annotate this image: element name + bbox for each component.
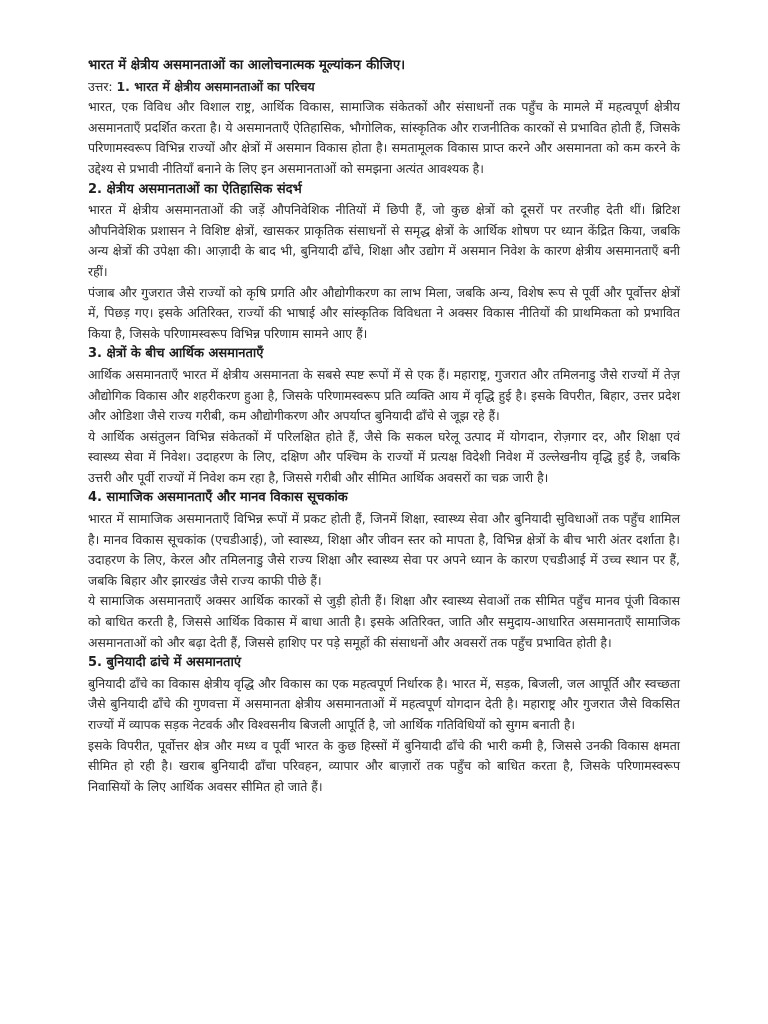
answer-heading-line xyxy=(88,77,680,98)
section-heading-3: 3. क्षेत्रों के बीच आर्थिक असमानताएँ xyxy=(88,346,264,362)
answer-prefix: उत्तर: xyxy=(88,78,117,94)
section-4-paragraph-1: भारत में सामाजिक असमानताएँ विभिन्न रूपों में प्रकट होती हैं, जिनमें शिक्षा, स्वास्थ्य सेवा और बुनियादी सुविधाओं तक पहुँच शामिल है। मानव विकास सूचकांक (एचडीआई), जो स्वास्थ्य, शिक्षा और जीवन स्तर को मापता है, विभिन्न क्षेत्रों के बीच भारी अंतर दर्शाता है। उदाहरण के लिए, केरल और तमिलनाडु जैसे राज्य शिक्षा और स्वास्थ्य सेवा पर अपने ध्यान के कारण एचडीआई में उच्च स्थान पर हैं, जबकि बिहार और झारखंड जैसे राज्य काफी पीछे हैं। xyxy=(88,511,680,588)
question-title: भारत में क्षेत्रीय असमानताओं का आलोचनात्मक मूल्यांकन कीजिए। xyxy=(88,58,406,73)
section-heading-2: 2. क्षेत्रीय असमानताओं का ऐतिहासिक संदर्भ xyxy=(88,181,302,197)
section-heading-5: 5. बुनियादी ढांचे में असमानताएं xyxy=(88,655,242,671)
section-2-paragraph-2: पंजाब और गुजरात जैसे राज्यों को कृषि प्रगति और औद्योगीकरण का लाभ मिला, जबकि अन्य, विशेष रूप से पूर्वी और पूर्वोत्तर क्षेत्रों में, पिछड़ गए। इसके अतिरिक्त, राज्यों की भाषाई और सांस्कृतिक विविधता ने अक्सर विकास नीतियों की प्राथमिकता को प्रभावित किया है, जिसके परिणामस्वरूप विभिन्न परिणाम सामने आए हैं। xyxy=(88,284,680,341)
section-3-paragraph-2: ये आर्थिक असंतुलन विभिन्न संकेतकों में परिलक्षित होते हैं, जैसे कि सकल घरेलू उत्पाद में योगदान, रोज़गार दर, और शिक्षा एवं स्वास्थ्य सेवा में निवेश। उदाहरण के लिए, दक्षिण और पश्चिम के राज्यों में प्रत्यक्ष विदेशी निवेश में उल्लेखनीय वृद्धि हुई है, जबकि उत्तरी और पूर्वी राज्यों में निवेश कम रहा है, जिससे गरीबी और सीमित आर्थिक अवसरों का चक्र जारी है। xyxy=(88,428,680,485)
section-heading-4: 4. सामाजिक असमानताएँ और मानव विकास सूचकांक xyxy=(88,490,348,506)
section-5-paragraph-2: इसके विपरीत, पूर्वोत्तर क्षेत्र और मध्य व पूर्वी भारत के कुछ हिस्सों में बुनियादी ढाँचे की भारी कमी है, जिससे उनकी विकास क्षमता सीमित हो रही है। खराब बुनियादी ढाँचा परिवहन, व्यापार और बाज़ारों तक पहुँच को बाधित करता है, जिसके परिणामस्वरूप निवासियों के लिए आर्थिक अवसर सीमित हो जाते हैं। xyxy=(88,737,680,794)
section-1-paragraph-1: भारत, एक विविध और विशाल राष्ट्र, आर्थिक विकास, सामाजिक संकेतकों और संसाधनों तक पहुँच के मामले में महत्वपूर्ण क्षेत्रीय असमानताएँ प्रदर्शित करता है। ये असमानताएँ ऐतिहासिक, भौगोलिक, सांस्कृतिक और राजनीतिक कारकों से प्रभावित होती हैं, जिसके परिणामस्वरूप विभिन्न राज्यों और क्षेत्रों में असमान विकास होता है। समतामूलक विकास प्राप्त करने और असमानता को कम करने के उद्देश्य से प्रभावी नीतियाँ बनाने के लिए इन असमानताओं को समझना अत्यंत आवश्यक है। xyxy=(88,99,680,176)
section-heading-1: 1. भारत में क्षेत्रीय असमानताओं का परिचय xyxy=(116,78,315,94)
section-5-paragraph-1: बुनियादी ढाँचे का विकास क्षेत्रीय वृद्धि और विकास का एक महत्वपूर्ण निर्धारक है। भारत में, सड़क, बिजली, जल आपूर्ति और स्वच्छता जैसे बुनियादी ढाँचे की गुणवत्ता में असमानता क्षेत्रीय असमानताओं में महत्वपूर्ण योगदान देती है। महाराष्ट्र और गुजरात जैसे विकसित राज्यों में व्यापक सड़क नेटवर्क और विश्वसनीय बिजली आपूर्ति है, जो आर्थिक गतिविधियों को सुगम बनाती है। xyxy=(88,675,680,732)
section-2-paragraph-1: भारत में क्षेत्रीय असमानताओं की जड़ें औपनिवेशिक नीतियों में छिपी हैं, जो कुछ क्षेत्रों को दूसरों पर तरजीह देती थीं। ब्रिटिश औपनिवेशिक प्रशासन ने विशिष्ट क्षेत्रों, खासकर प्राकृतिक संसाधनों से समृद्ध क्षेत्रों के आर्थिक शोषण पर ध्यान केंद्रित किया, जबकि अन्य क्षेत्रों की उपेक्षा की। आज़ादी के बाद भी, बुनियादी ढाँचे, शिक्षा और उद्योग में असमान निवेश के कारण क्षेत्रीय असमानताएँ बनी रहीं। xyxy=(88,202,680,279)
section-3-paragraph-1: आर्थिक असमानताएँ भारत में क्षेत्रीय असमानता के सबसे स्पष्ट रूपों में से एक हैं। महाराष्ट्र, गुजरात और तमिलनाडु जैसे राज्यों में तेज़ औद्योगिक विकास और शहरीकरण हुआ है, जिसके परिणामस्वरूप प्रति व्यक्ति आय में वृद्धि हुई है। इसके विपरीत, बिहार, उत्तर प्रदेश और ओडिशा जैसे राज्य गरीबी, कम औद्योगीकरण और अपर्याप्त बुनियादी ढाँचे से जूझ रहे हैं। xyxy=(88,366,680,424)
section-4-paragraph-2: ये सामाजिक असमानताएँ अक्सर आर्थिक कारकों से जुड़ी होती हैं। शिक्षा और स्वास्थ्य सेवाओं तक सीमित पहुँच मानव पूंजी विकास को बाधित करती है, जिससे आर्थिक विकास में बाधा आती है। इसके अतिरिक्त, जाति और समुदाय-आधारित असमानताएँ सामाजिक असमानताओं को और बढ़ा देती हैं, जिससे हाशिए पर पड़े समूहों की संसाधनों और अवसरों तक पहुँच प्रभावित होती है। xyxy=(88,593,680,650)
